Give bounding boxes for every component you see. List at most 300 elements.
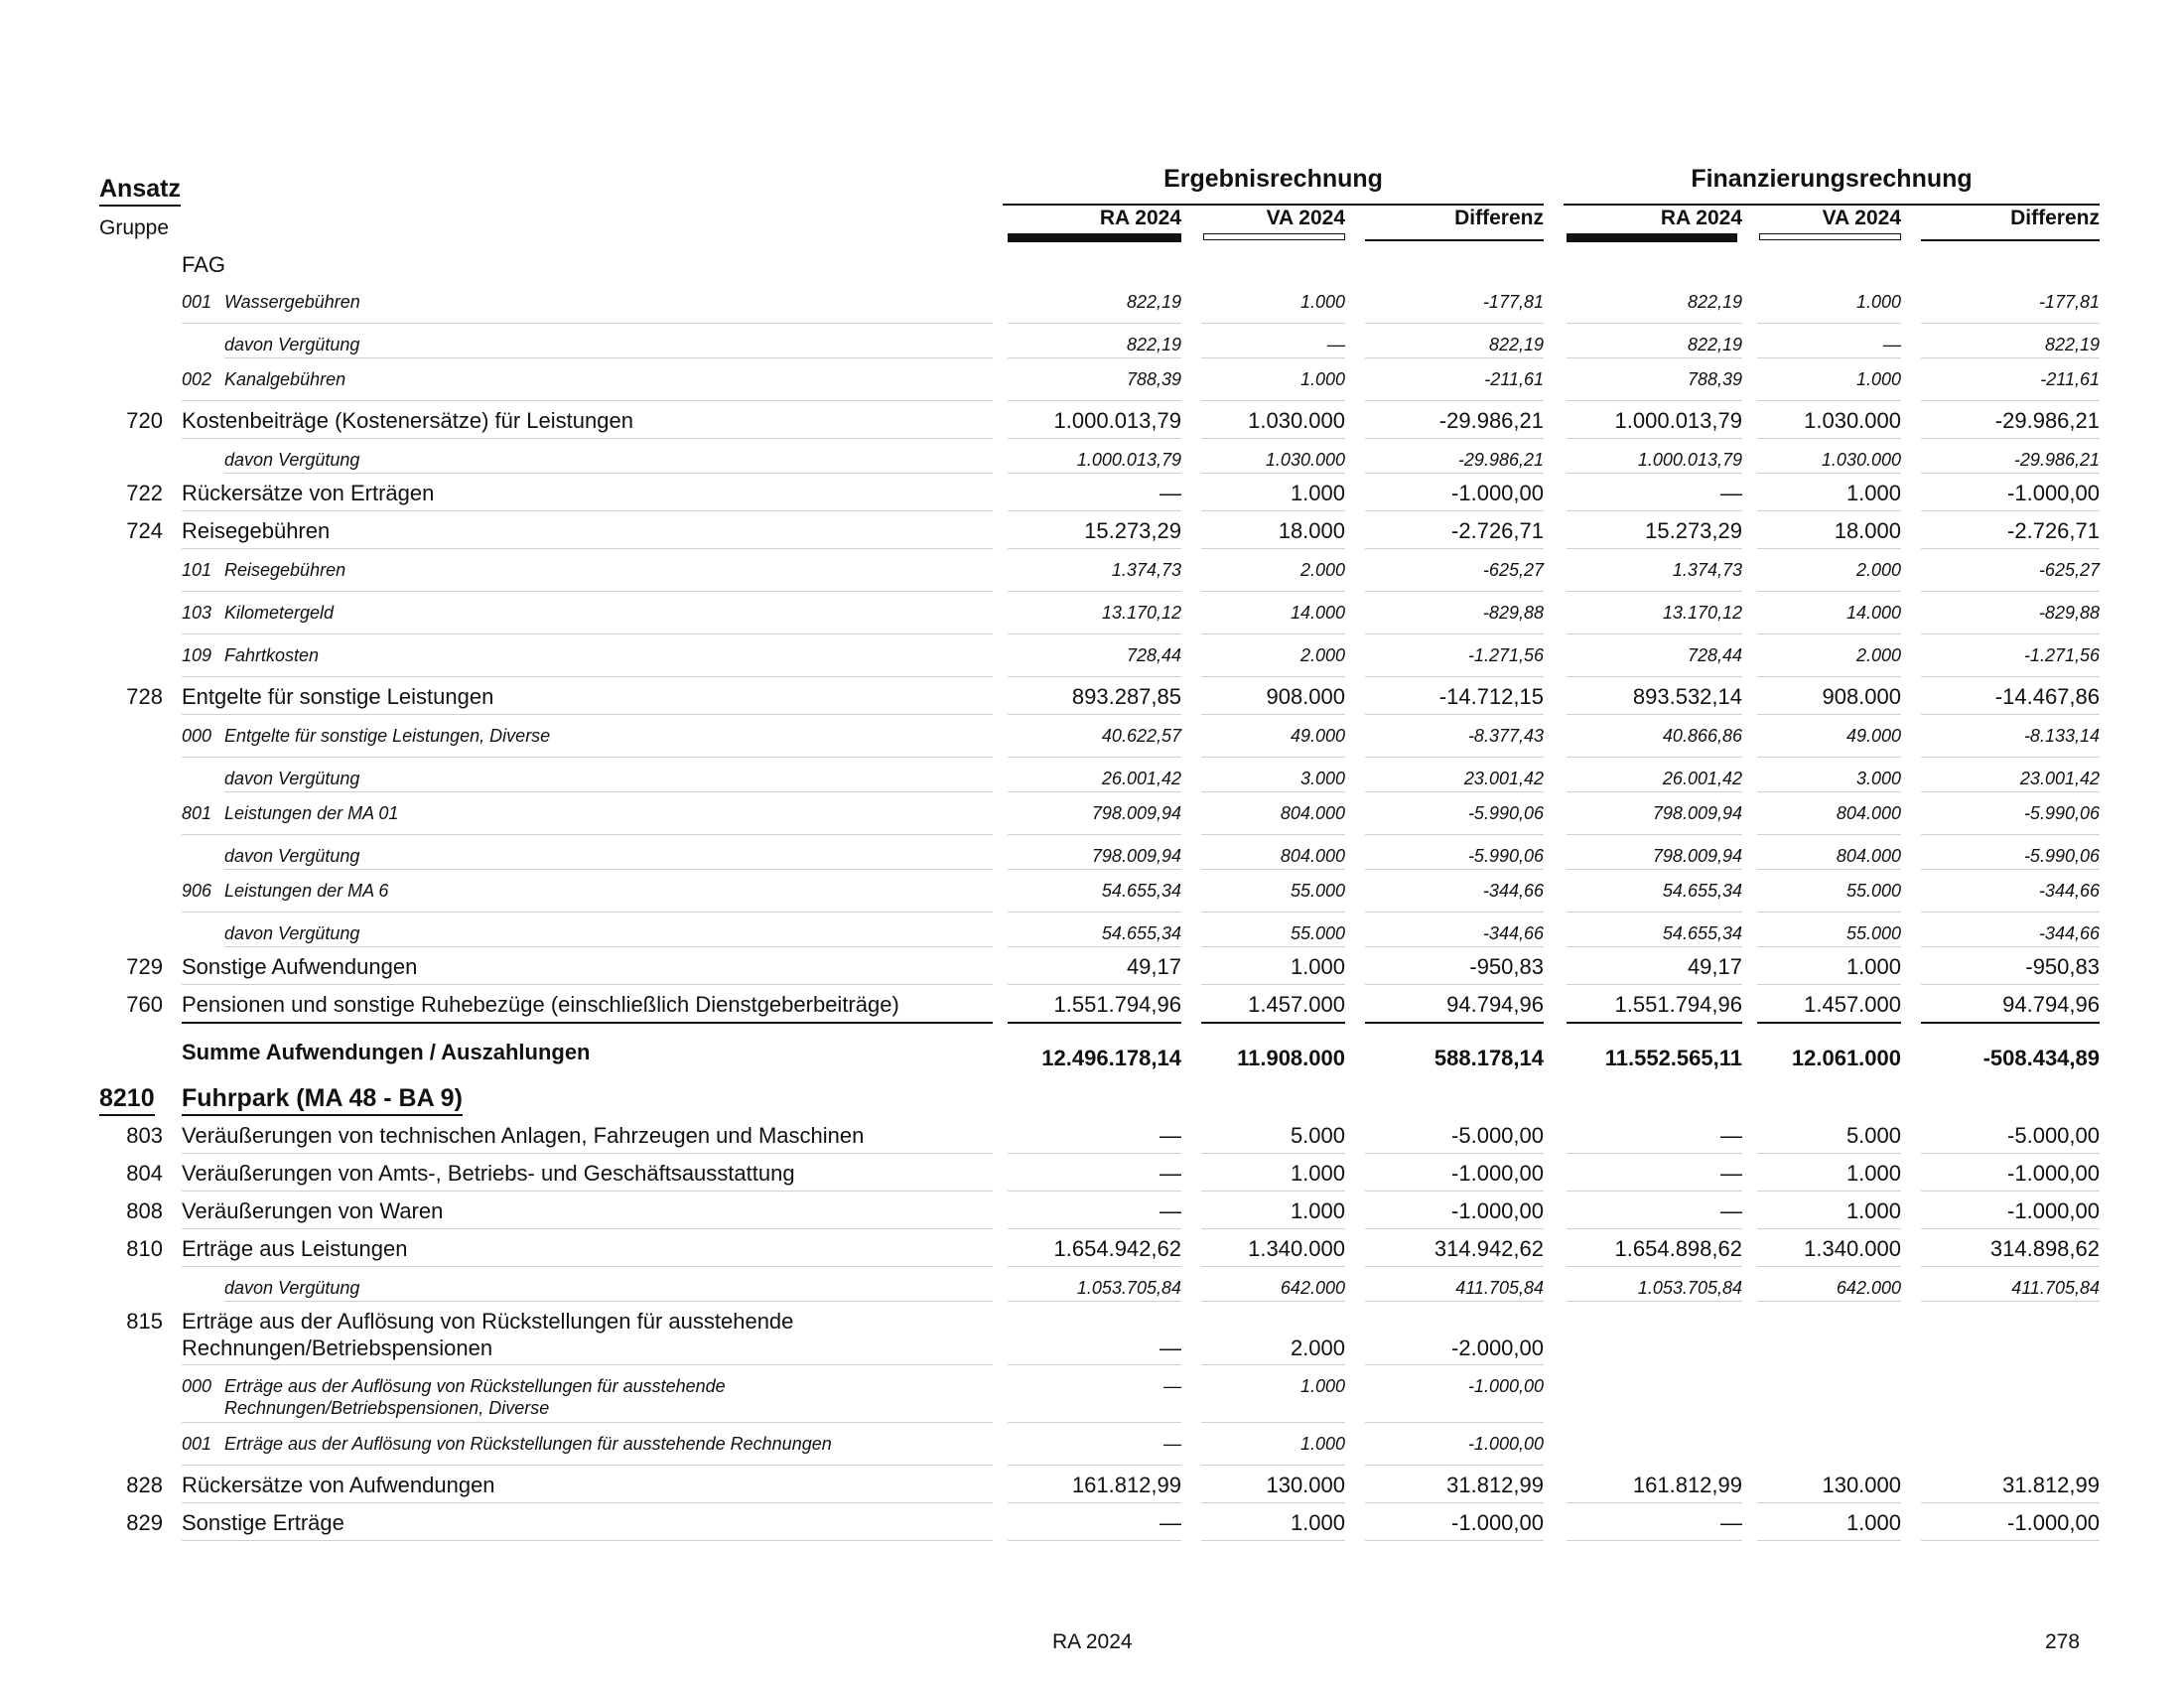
col-head-differenz: Differenz — [2010, 207, 2100, 229]
value-cell: 822,19 — [2044, 335, 2100, 354]
value-cell: 1.053.705,84 — [1076, 1278, 1181, 1298]
cell-rule — [1008, 834, 1181, 835]
value-cell: 18.000 — [1278, 518, 1345, 543]
cell-rule — [1757, 473, 1901, 474]
row-label: Entgelte für sonstige Leistungen — [182, 684, 494, 709]
cell-rule — [1008, 1301, 1181, 1302]
col-head-ra: RA 2024 — [1660, 207, 1742, 229]
cell-rule — [1567, 714, 1742, 715]
value-cell: 1.374,73 — [1672, 560, 1742, 580]
value-cell: — — [1720, 1123, 1742, 1148]
value-cell: 1.654.942,62 — [1053, 1236, 1181, 1261]
value-cell: 1.654.898,62 — [1614, 1236, 1742, 1261]
row-label: Veräußerungen von Amts-, Betriebs- und Geschäftsausstattung — [182, 1161, 795, 1186]
value-cell: 798.009,94 — [1652, 803, 1742, 823]
cell-rule — [1567, 676, 1742, 677]
cell-rule — [1567, 1191, 1742, 1192]
value-cell: 788,39 — [1687, 369, 1742, 389]
cell-rule — [1921, 1191, 2100, 1192]
col-head-va: VA 2024 — [1266, 207, 1345, 229]
value-cell: -344,66 — [1482, 881, 1544, 901]
cell-rule — [1201, 1540, 1345, 1541]
cell-rule — [1008, 1022, 1181, 1024]
cell-rule — [1201, 912, 1345, 913]
row-number: 803 — [126, 1123, 163, 1148]
cell-rule — [1365, 1022, 1544, 1024]
page-number: 278 — [2045, 1630, 2081, 1653]
cell-rule — [1201, 400, 1345, 401]
value-cell: -344,66 — [2038, 923, 2100, 943]
cell-rule — [1008, 438, 1181, 439]
value-cell: -5.000,00 — [1451, 1123, 1544, 1148]
cell-rule — [1567, 984, 1742, 985]
cell-rule — [1201, 1191, 1345, 1192]
row-number: 828 — [126, 1473, 163, 1497]
cell-rule — [1567, 400, 1742, 401]
value-cell: 5.000 — [1290, 1123, 1345, 1148]
row-rule — [182, 591, 993, 592]
cell-rule — [1921, 946, 2100, 947]
value-cell: 1.000.013,79 — [1614, 408, 1742, 433]
row-label: Sonstige Aufwendungen — [182, 954, 418, 979]
row-number: 810 — [126, 1236, 163, 1261]
cell-rule — [1921, 438, 2100, 439]
value-cell: 54.655,34 — [1101, 923, 1181, 943]
value-cell: 804.000 — [1280, 846, 1345, 866]
cell-rule — [1921, 1022, 2100, 1024]
value-cell: — — [1883, 335, 1901, 354]
value-cell: — — [1160, 1161, 1181, 1186]
value-cell: 3.000 — [1299, 769, 1345, 788]
sum-value: 11.552.565,11 — [1604, 1046, 1742, 1070]
cell-rule — [1008, 714, 1181, 715]
row-label: Veräußerungen von technischen Anlagen, Fahrzeugen und Maschinen — [182, 1123, 865, 1148]
value-cell: 1.457.000 — [1248, 992, 1345, 1017]
footer-document-title: RA 2024 — [1052, 1630, 1133, 1653]
cell-rule — [1008, 1153, 1181, 1154]
value-cell: 1.000 — [1290, 1510, 1345, 1535]
cell-rule — [1365, 438, 1544, 439]
value-cell: 642.000 — [1280, 1278, 1345, 1298]
cell-rule — [1201, 869, 1345, 870]
value-cell: 1.030.000 — [1248, 408, 1345, 433]
value-cell: 2.000 — [1299, 560, 1345, 580]
cell-rule — [1008, 357, 1181, 358]
cell-rule — [1201, 1022, 1345, 1024]
row-label: Fahrtkosten — [224, 645, 320, 665]
cell-rule — [1757, 912, 1901, 913]
value-cell: — — [1720, 1161, 1742, 1186]
row-label: Pensionen und sonstige Ruhebezüge (einschließlich Dienstgeberbeiträge) — [182, 992, 899, 1017]
value-cell: 798.009,94 — [1091, 846, 1181, 866]
row-rule — [224, 1301, 993, 1302]
value-cell: 893.287,85 — [1071, 684, 1181, 709]
row-number: 760 — [126, 992, 163, 1017]
value-cell: -1.000,00 — [2007, 481, 2100, 505]
value-cell: 1.340.000 — [1248, 1236, 1345, 1261]
value-cell: 2.000 — [1290, 1336, 1345, 1360]
cell-rule — [1567, 757, 1742, 758]
cell-rule — [1757, 1540, 1901, 1541]
group-title-ergebnisrechnung: Ergebnisrechnung — [1163, 165, 1383, 193]
cell-rule — [1567, 1153, 1742, 1154]
value-cell: -1.000,00 — [1467, 1434, 1544, 1454]
cell-rule — [1008, 1465, 1181, 1466]
value-cell: 822,19 — [1126, 292, 1181, 312]
group-title-finanzierungsrechnung: Finanzierungsrechnung — [1691, 165, 1973, 193]
value-cell: -29.986,21 — [2013, 450, 2100, 470]
row-rule — [182, 1364, 993, 1365]
value-cell: 49,17 — [1687, 954, 1742, 979]
cell-rule — [1921, 548, 2100, 549]
row-number: 000 — [182, 1376, 212, 1396]
cell-rule — [1008, 869, 1181, 870]
value-cell: 1.000 — [1299, 1434, 1345, 1454]
cell-rule — [1757, 510, 1901, 511]
cell-rule — [1567, 1502, 1742, 1503]
row-label: Reisegebühren — [224, 560, 346, 580]
cell-rule — [1201, 548, 1345, 549]
cell-rule — [1201, 1465, 1345, 1466]
value-cell: 161.812,99 — [1071, 1473, 1181, 1497]
row-label: Leistungen der MA 6 — [224, 881, 389, 901]
legend-line-diff — [1921, 239, 2100, 241]
row-label: davon Vergütung — [224, 769, 360, 788]
cell-rule — [1365, 714, 1544, 715]
value-cell: -950,83 — [2025, 954, 2100, 979]
cell-rule — [1567, 869, 1742, 870]
cell-rule — [1757, 1228, 1901, 1229]
value-cell: -1.000,00 — [2007, 1198, 2100, 1223]
value-cell: -211,61 — [2040, 369, 2100, 389]
cell-rule — [1365, 400, 1544, 401]
value-cell: — — [1160, 1336, 1181, 1360]
value-cell: 1.000 — [1855, 369, 1901, 389]
cell-rule — [1757, 1301, 1901, 1302]
value-cell: — — [1720, 1198, 1742, 1223]
value-cell: -2.726,71 — [1451, 518, 1544, 543]
value-cell: 13.170,12 — [1662, 603, 1742, 623]
row-number: 000 — [182, 726, 212, 746]
value-cell: -625,27 — [2038, 560, 2100, 580]
value-cell: 1.340.000 — [1804, 1236, 1901, 1261]
cell-rule — [1757, 323, 1901, 324]
value-cell: — — [1163, 1434, 1181, 1454]
value-cell: 314.898,62 — [1989, 1236, 2100, 1261]
value-cell: -5.000,00 — [2007, 1123, 2100, 1148]
value-cell: 94.794,96 — [2002, 992, 2100, 1017]
cell-rule — [1201, 323, 1345, 324]
row-number: 829 — [126, 1510, 163, 1535]
value-cell: 23.001,42 — [1463, 769, 1544, 788]
value-cell: 798.009,94 — [1652, 846, 1742, 866]
value-cell: 18.000 — [1834, 518, 1901, 543]
cell-rule — [1757, 714, 1901, 715]
value-cell: 728,44 — [1126, 645, 1181, 665]
value-cell: 411.705,84 — [1455, 1278, 1544, 1298]
value-cell: 804.000 — [1836, 846, 1901, 866]
cell-rule — [1757, 1266, 1901, 1267]
value-cell: 411.705,84 — [2011, 1278, 2100, 1298]
row-rule — [224, 791, 993, 792]
row-rule — [182, 1465, 993, 1466]
cell-rule — [1921, 984, 2100, 985]
value-cell: — — [1160, 481, 1181, 505]
cell-rule — [1201, 1502, 1345, 1503]
cell-rule — [1567, 1301, 1742, 1302]
cell-rule — [1921, 714, 2100, 715]
row-label: Reisegebühren — [182, 518, 331, 543]
value-cell: 1.000 — [1290, 1161, 1345, 1186]
cell-rule — [1757, 438, 1901, 439]
value-cell: -829,88 — [2038, 603, 2100, 623]
value-cell: 1.000 — [1855, 292, 1901, 312]
group-rule — [1564, 204, 2100, 206]
cell-rule — [1921, 1502, 2100, 1503]
cell-rule — [1201, 357, 1345, 358]
row-label: Sonstige Erträge — [182, 1510, 344, 1535]
value-cell: -1.000,00 — [2007, 1161, 2100, 1186]
cell-rule — [1757, 791, 1901, 792]
value-cell: -829,88 — [1482, 603, 1544, 623]
cell-rule — [1201, 676, 1345, 677]
value-cell: 798.009,94 — [1091, 803, 1181, 823]
cell-rule — [1365, 510, 1544, 511]
value-cell: 49.000 — [1290, 726, 1345, 746]
value-cell: 1.000 — [1299, 369, 1345, 389]
value-cell: — — [1160, 1198, 1181, 1223]
cell-rule — [1008, 1502, 1181, 1503]
row-number: 720 — [126, 408, 163, 433]
row-label: Kostenbeiträge (Kostenersätze) für Leistungen — [182, 408, 633, 433]
value-cell: 15.273,29 — [1084, 518, 1181, 543]
cell-rule — [1201, 438, 1345, 439]
value-cell: -29.986,21 — [1438, 408, 1544, 433]
cell-rule — [1365, 757, 1544, 758]
value-cell: 1.030.000 — [1804, 408, 1901, 433]
cell-rule — [1201, 591, 1345, 592]
cell-rule — [1567, 438, 1742, 439]
value-cell: — — [1720, 481, 1742, 505]
row-label: Rückersätze von Aufwendungen — [182, 1473, 495, 1497]
row-number: 101 — [182, 560, 212, 580]
row-label: davon Vergütung — [224, 1278, 360, 1298]
section-code: 8210 — [99, 1084, 155, 1116]
value-cell: -1.000,00 — [1451, 1198, 1544, 1223]
cell-rule — [1757, 1022, 1901, 1024]
cell-rule — [1921, 1301, 2100, 1302]
row-number: 103 — [182, 603, 212, 623]
cell-rule — [1201, 757, 1345, 758]
value-cell: 26.001,42 — [1662, 769, 1742, 788]
row-number: 109 — [182, 645, 212, 665]
cell-rule — [1201, 1364, 1345, 1365]
row-number: 815 — [126, 1309, 163, 1334]
cell-rule — [1567, 946, 1742, 947]
cell-rule — [1567, 473, 1742, 474]
cell-rule — [1757, 400, 1901, 401]
value-cell: -1.000,00 — [1451, 1161, 1544, 1186]
cell-rule — [1008, 548, 1181, 549]
cell-rule — [1008, 473, 1181, 474]
value-cell: 54.655,34 — [1101, 881, 1181, 901]
value-cell: 13.170,12 — [1101, 603, 1181, 623]
cell-rule — [1365, 1153, 1544, 1154]
row-rule — [182, 912, 993, 913]
sum-value: 12.061.000 — [1791, 1046, 1901, 1070]
row-rule — [182, 1422, 993, 1423]
value-cell: -177,81 — [2038, 292, 2100, 312]
cell-rule — [1567, 548, 1742, 549]
cell-rule — [1201, 714, 1345, 715]
row-label: davon Vergütung — [224, 923, 360, 943]
fag-label: FAG — [182, 252, 226, 277]
value-cell: 1.000 — [1290, 481, 1345, 505]
cell-rule — [1365, 1422, 1544, 1423]
cell-rule — [1757, 869, 1901, 870]
row-rule — [182, 400, 993, 401]
value-cell: 893.532,14 — [1632, 684, 1742, 709]
value-cell: — — [1160, 1510, 1181, 1535]
cell-rule — [1008, 757, 1181, 758]
cell-rule — [1757, 633, 1901, 634]
cell-rule — [1008, 591, 1181, 592]
cell-rule — [1757, 1153, 1901, 1154]
row-rule — [182, 984, 993, 985]
value-cell: 14.000 — [1845, 603, 1901, 623]
row-number: 808 — [126, 1198, 163, 1223]
row-rule — [224, 946, 993, 947]
value-cell: 1.030.000 — [1821, 450, 1901, 470]
cell-rule — [1201, 473, 1345, 474]
cell-rule — [1567, 357, 1742, 358]
row-label-cont: Rechnungen/Betriebspensionen, Diverse — [224, 1398, 550, 1418]
row-number: 722 — [126, 481, 163, 505]
cell-rule — [1201, 984, 1345, 985]
value-cell: -29.986,21 — [1994, 408, 2100, 433]
value-cell: 23.001,42 — [2019, 769, 2100, 788]
legend-line-diff — [1365, 239, 1544, 241]
row-rule — [182, 510, 993, 511]
value-cell: -1.000,00 — [1451, 481, 1544, 505]
value-cell: 54.655,34 — [1662, 881, 1742, 901]
cell-rule — [1365, 946, 1544, 947]
cell-rule — [1365, 591, 1544, 592]
cell-rule — [1008, 1191, 1181, 1192]
value-cell: 908.000 — [1822, 684, 1901, 709]
row-rule — [182, 548, 993, 549]
cell-rule — [1567, 323, 1742, 324]
sum-value: 588.178,14 — [1433, 1046, 1544, 1070]
value-cell: 54.655,34 — [1662, 923, 1742, 943]
value-cell: — — [1327, 335, 1345, 354]
cell-rule — [1757, 946, 1901, 947]
row-rule — [182, 834, 993, 835]
value-cell: -14.467,86 — [1994, 684, 2100, 709]
cell-rule — [1008, 1540, 1181, 1541]
cell-rule — [1008, 912, 1181, 913]
row-rule — [182, 1540, 993, 1541]
cell-rule — [1757, 591, 1901, 592]
cell-rule — [1201, 1228, 1345, 1229]
value-cell: -344,66 — [2038, 881, 2100, 901]
value-cell: 822,19 — [1488, 335, 1544, 354]
cell-rule — [1921, 1228, 2100, 1229]
cell-rule — [1008, 791, 1181, 792]
value-cell: -29.986,21 — [1457, 450, 1544, 470]
row-label: Erträge aus der Auflösung von Rückstellungen für ausstehende — [224, 1376, 726, 1396]
cell-rule — [1365, 676, 1544, 677]
row-number: 002 — [182, 369, 212, 389]
row-label: davon Vergütung — [224, 450, 360, 470]
value-cell: 49.000 — [1845, 726, 1901, 746]
cell-rule — [1008, 510, 1181, 511]
cell-rule — [1921, 791, 2100, 792]
value-cell: 314.942,62 — [1433, 1236, 1544, 1261]
value-cell: 1.374,73 — [1111, 560, 1181, 580]
cell-rule — [1921, 676, 2100, 677]
cell-rule — [1201, 791, 1345, 792]
value-cell: 31.812,99 — [1446, 1473, 1544, 1497]
cell-rule — [1921, 400, 2100, 401]
cell-rule — [1567, 633, 1742, 634]
row-rule — [182, 757, 993, 758]
value-cell: 728,44 — [1687, 645, 1742, 665]
row-number: 801 — [182, 803, 212, 823]
cell-rule — [1201, 510, 1345, 511]
value-cell: 804.000 — [1280, 803, 1345, 823]
row-number: 724 — [126, 518, 163, 543]
value-cell: 94.794,96 — [1446, 992, 1544, 1017]
value-cell: 822,19 — [1687, 292, 1742, 312]
row-rule — [182, 633, 993, 634]
value-cell: -177,81 — [1482, 292, 1544, 312]
cell-rule — [1921, 357, 2100, 358]
value-cell: 2.000 — [1855, 560, 1901, 580]
value-cell: 1.000.013,79 — [1637, 450, 1742, 470]
cell-rule — [1567, 912, 1742, 913]
value-cell: -1.000,00 — [2007, 1510, 2100, 1535]
value-cell: 1.457.000 — [1804, 992, 1901, 1017]
cell-rule — [1365, 912, 1544, 913]
row-label: Erträge aus der Auflösung von Rückstellungen für ausstehende — [182, 1309, 794, 1334]
value-cell: 822,19 — [1126, 335, 1181, 354]
value-cell: -1.271,56 — [1467, 645, 1544, 665]
row-rule — [182, 1266, 993, 1267]
row-rule — [182, 1228, 993, 1229]
value-cell: 1.000 — [1290, 1198, 1345, 1223]
row-number: 804 — [126, 1161, 163, 1186]
legend-bar-actual — [1567, 233, 1737, 242]
cell-rule — [1757, 757, 1901, 758]
row-label: Erträge aus Leistungen — [182, 1236, 408, 1261]
sum-value: -508.434,89 — [1982, 1046, 2100, 1070]
cell-rule — [1008, 1266, 1181, 1267]
header-gruppe: Gruppe — [99, 216, 170, 239]
value-cell: -211,61 — [1484, 369, 1544, 389]
cell-rule — [1365, 548, 1544, 549]
cell-rule — [1365, 1228, 1544, 1229]
value-cell: 1.000.013,79 — [1076, 450, 1181, 470]
value-cell: -8.377,43 — [1467, 726, 1544, 746]
legend-bar-actual — [1008, 233, 1181, 242]
value-cell: 1.053.705,84 — [1637, 1278, 1742, 1298]
row-rule — [182, 676, 993, 677]
value-cell: -14.712,15 — [1438, 684, 1544, 709]
cell-rule — [1567, 791, 1742, 792]
row-label: Wassergebühren — [224, 292, 360, 312]
cell-rule — [1365, 633, 1544, 634]
